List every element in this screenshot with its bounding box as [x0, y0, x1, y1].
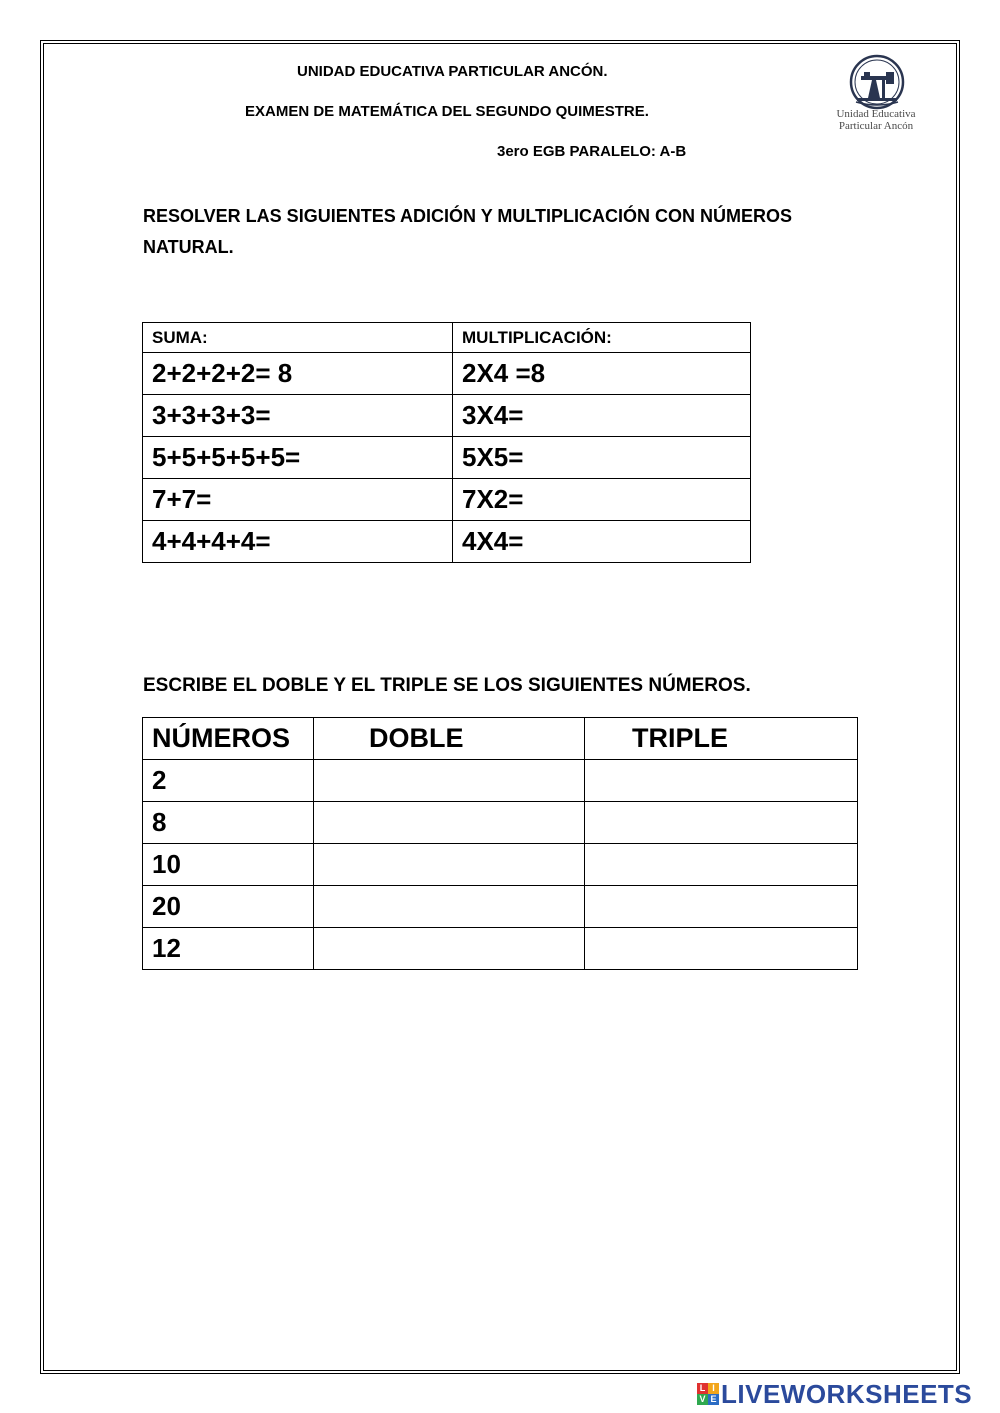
table-row [143, 521, 751, 563]
sum-cell[interactable]: 5+5+5+5+5= [143, 437, 453, 479]
table-row [143, 928, 858, 970]
double-answer-cell[interactable] [314, 844, 585, 886]
header-numeros: NÚMEROS [143, 718, 314, 760]
number-cell: 20 [143, 886, 314, 928]
school-logo [820, 54, 932, 136]
header-doble: DOBLE [314, 718, 585, 760]
table-header-row [143, 323, 751, 353]
brand-name: LIVEWORKSHEETS [721, 1378, 973, 1409]
product-cell[interactable]: 3X4= [453, 395, 751, 437]
logo-tile-l: L [697, 1383, 708, 1394]
number-cell: 10 [143, 844, 314, 886]
instruction-double-triple: ESCRIBE EL DOBLE Y EL TRIPLE SE LOS SIGUIENTES NÚMEROS. [143, 675, 751, 696]
double-answer-cell[interactable] [314, 760, 585, 802]
triple-answer-cell[interactable] [585, 802, 858, 844]
addition-multiplication-table [142, 322, 751, 563]
logo-text-line1: Unidad Educativa [836, 108, 916, 120]
table-row [143, 479, 751, 521]
sum-cell[interactable]: 7+7= [143, 479, 453, 521]
logo-text-line2: Particular Ancón [838, 120, 914, 132]
liveworksheets-logo-icon [697, 1383, 719, 1405]
double-triple-table [142, 717, 858, 970]
header-suma: SUMA: [143, 323, 453, 353]
instruction-addition-multiplication: RESOLVER LAS SIGUIENTES ADICIÓN Y MULTIPLICACIÓN CON NÚMEROS NATURAL. [143, 206, 793, 257]
table-row [143, 802, 858, 844]
table-header-row [143, 718, 858, 760]
table-row [143, 886, 858, 928]
product-cell[interactable]: 5X5= [453, 437, 751, 479]
triple-answer-cell[interactable] [585, 886, 858, 928]
double-answer-cell[interactable] [314, 802, 585, 844]
school-name: UNIDAD EDUCATIVA PARTICULAR ANCÓN. [297, 63, 608, 80]
triple-answer-cell[interactable] [585, 928, 858, 970]
table-row [143, 353, 751, 395]
sum-cell[interactable]: 3+3+3+3= [143, 395, 453, 437]
exam-title: EXAMEN DE MATEMÁTICA DEL SEGUNDO QUIMESTRE. [245, 103, 649, 120]
product-cell[interactable]: 4X4= [453, 521, 751, 563]
logo-tile-e: E [708, 1394, 719, 1405]
grade-section: 3ero EGB PARALELO: A-B [497, 143, 687, 160]
product-cell[interactable]: 7X2= [453, 479, 751, 521]
sum-cell[interactable]: 4+4+4+4= [143, 521, 453, 563]
triple-answer-cell[interactable] [585, 760, 858, 802]
triple-answer-cell[interactable] [585, 844, 858, 886]
product-cell[interactable]: 2X4 =8 [453, 353, 751, 395]
oil-pump-emblem-icon [820, 54, 932, 110]
table-row [143, 437, 751, 479]
table-row [143, 844, 858, 886]
double-answer-cell[interactable] [314, 928, 585, 970]
table-row [143, 760, 858, 802]
number-cell: 12 [143, 928, 314, 970]
number-cell: 2 [143, 760, 314, 802]
header-triple: TRIPLE [585, 718, 858, 760]
header-multiplicacion: MULTIPLICACIÓN: [453, 323, 751, 353]
double-answer-cell[interactable] [314, 886, 585, 928]
logo-tile-i: I [708, 1383, 719, 1394]
liveworksheets-brand[interactable] [697, 1380, 972, 1408]
logo-tile-v: V [697, 1394, 708, 1405]
number-cell: 8 [143, 802, 314, 844]
table-row [143, 395, 751, 437]
sum-cell[interactable]: 2+2+2+2= 8 [143, 353, 453, 395]
